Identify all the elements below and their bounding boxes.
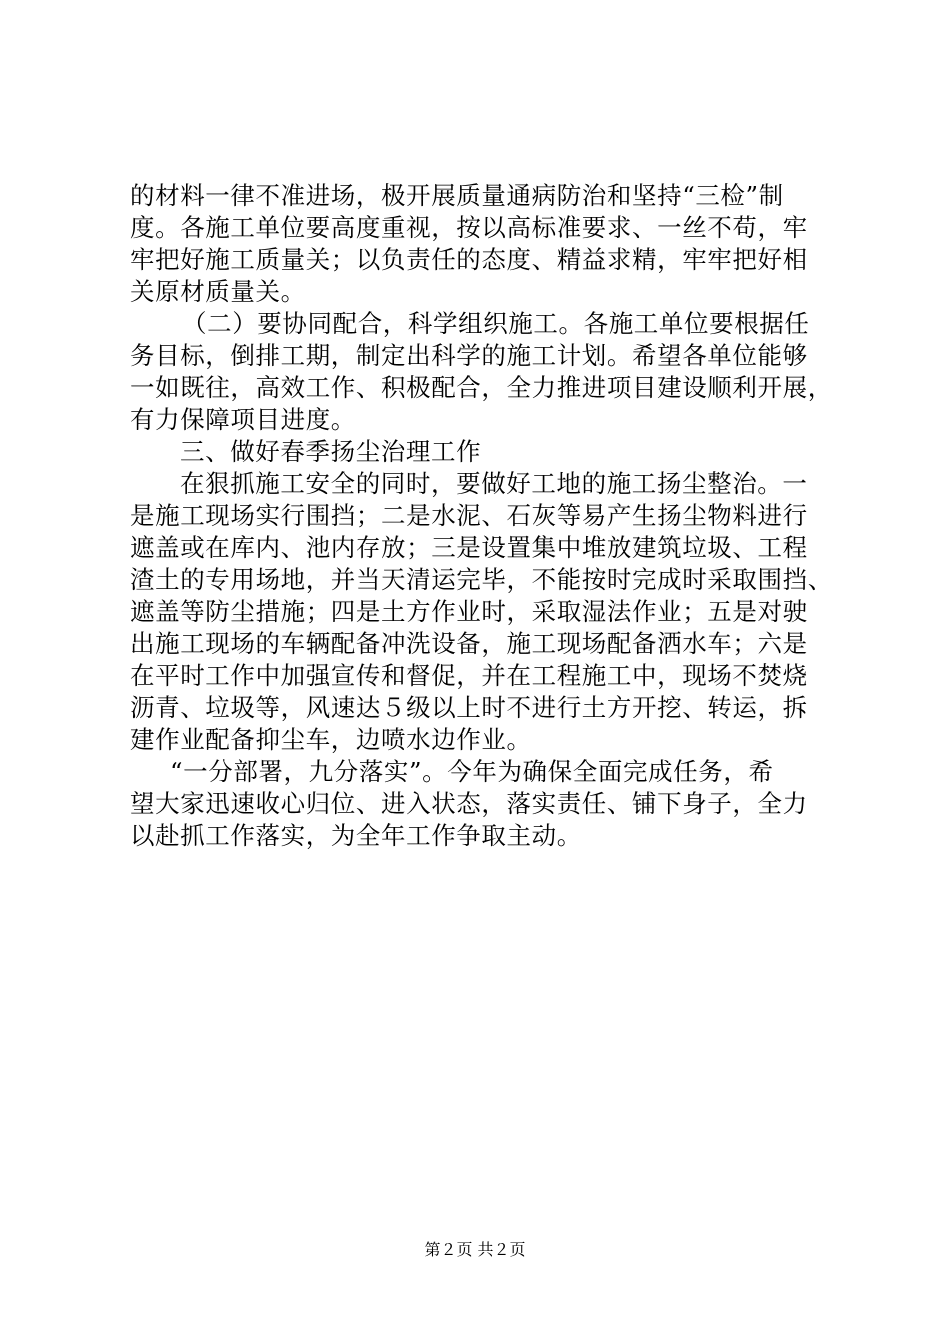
- paragraph-line: 的材料一律不准进场，极开展质量通病防治和坚持“三检”制: [130, 181, 784, 210]
- paragraph-line: 以赴抓工作落实，为全年工作争取主动。: [130, 821, 582, 850]
- paragraph-line: 务目标，倒排工期，制定出科学的施工计划。希望各单位能够: [130, 341, 808, 370]
- paragraph-line: 一如既往，高效工作、积极配合，全力推进项目建设顺利开展，: [130, 373, 833, 402]
- paragraph-line: 是施工现场实行围挡；二是水泥、石灰等易产生扬尘物料进行: [130, 501, 808, 530]
- section-three-heading: 三、做好春季扬尘治理工作: [180, 437, 482, 466]
- paragraph-line: 沥青、垃圾等，风速达５级以上时不进行土方开挖、转运，拆: [130, 693, 808, 722]
- paragraph-line: 遮盖等防尘措施；四是土方作业时，采取湿法作业；五是对驶: [130, 597, 808, 626]
- page-footer: [0, 1240, 950, 1260]
- paragraph-line: 牢把好施工质量关；以负责任的态度、精益求精，牢牢把好相: [130, 245, 808, 274]
- paragraph-line: 建作业配备抑尘车，边喷水边作业。: [130, 725, 532, 754]
- section-two-heading-line: （二）要协同配合，科学组织施工。各施工单位要根据任: [182, 309, 810, 338]
- page-number-label: 第２页 共２页: [424, 1240, 526, 1259]
- paragraph-line: 有力保障项目进度。: [130, 405, 356, 434]
- paragraph-line: 遮盖或在库内、池内存放；三是设置集中堆放建筑垃圾、工程: [130, 533, 808, 562]
- paragraph-line: 望大家迅速收心归位、进入状态，落实责任、铺下身子，全力: [130, 789, 808, 818]
- paragraph-line: 在狠抓施工安全的同时，要做好工地的施工扬尘整治。一: [180, 469, 808, 498]
- paragraph-line: 在平时工作中加强宣传和督促，并在工程施工中，现场不焚烧: [130, 661, 808, 690]
- paragraph-line: 出施工现场的车辆配备冲洗设备，施工现场配备洒水车；六是: [130, 629, 808, 658]
- paragraph-line: 渣土的专用场地，并当天清运完毕，不能按时完成时采取围挡、: [130, 565, 833, 594]
- paragraph-line: 度。各施工单位要高度重视，按以高标准要求、一丝不苟，牢: [130, 213, 808, 242]
- paragraph-line: “一分部署，九分落实”。今年为确保全面完成任务，希: [170, 757, 774, 786]
- paragraph-line: 关原材质量关。: [130, 277, 306, 306]
